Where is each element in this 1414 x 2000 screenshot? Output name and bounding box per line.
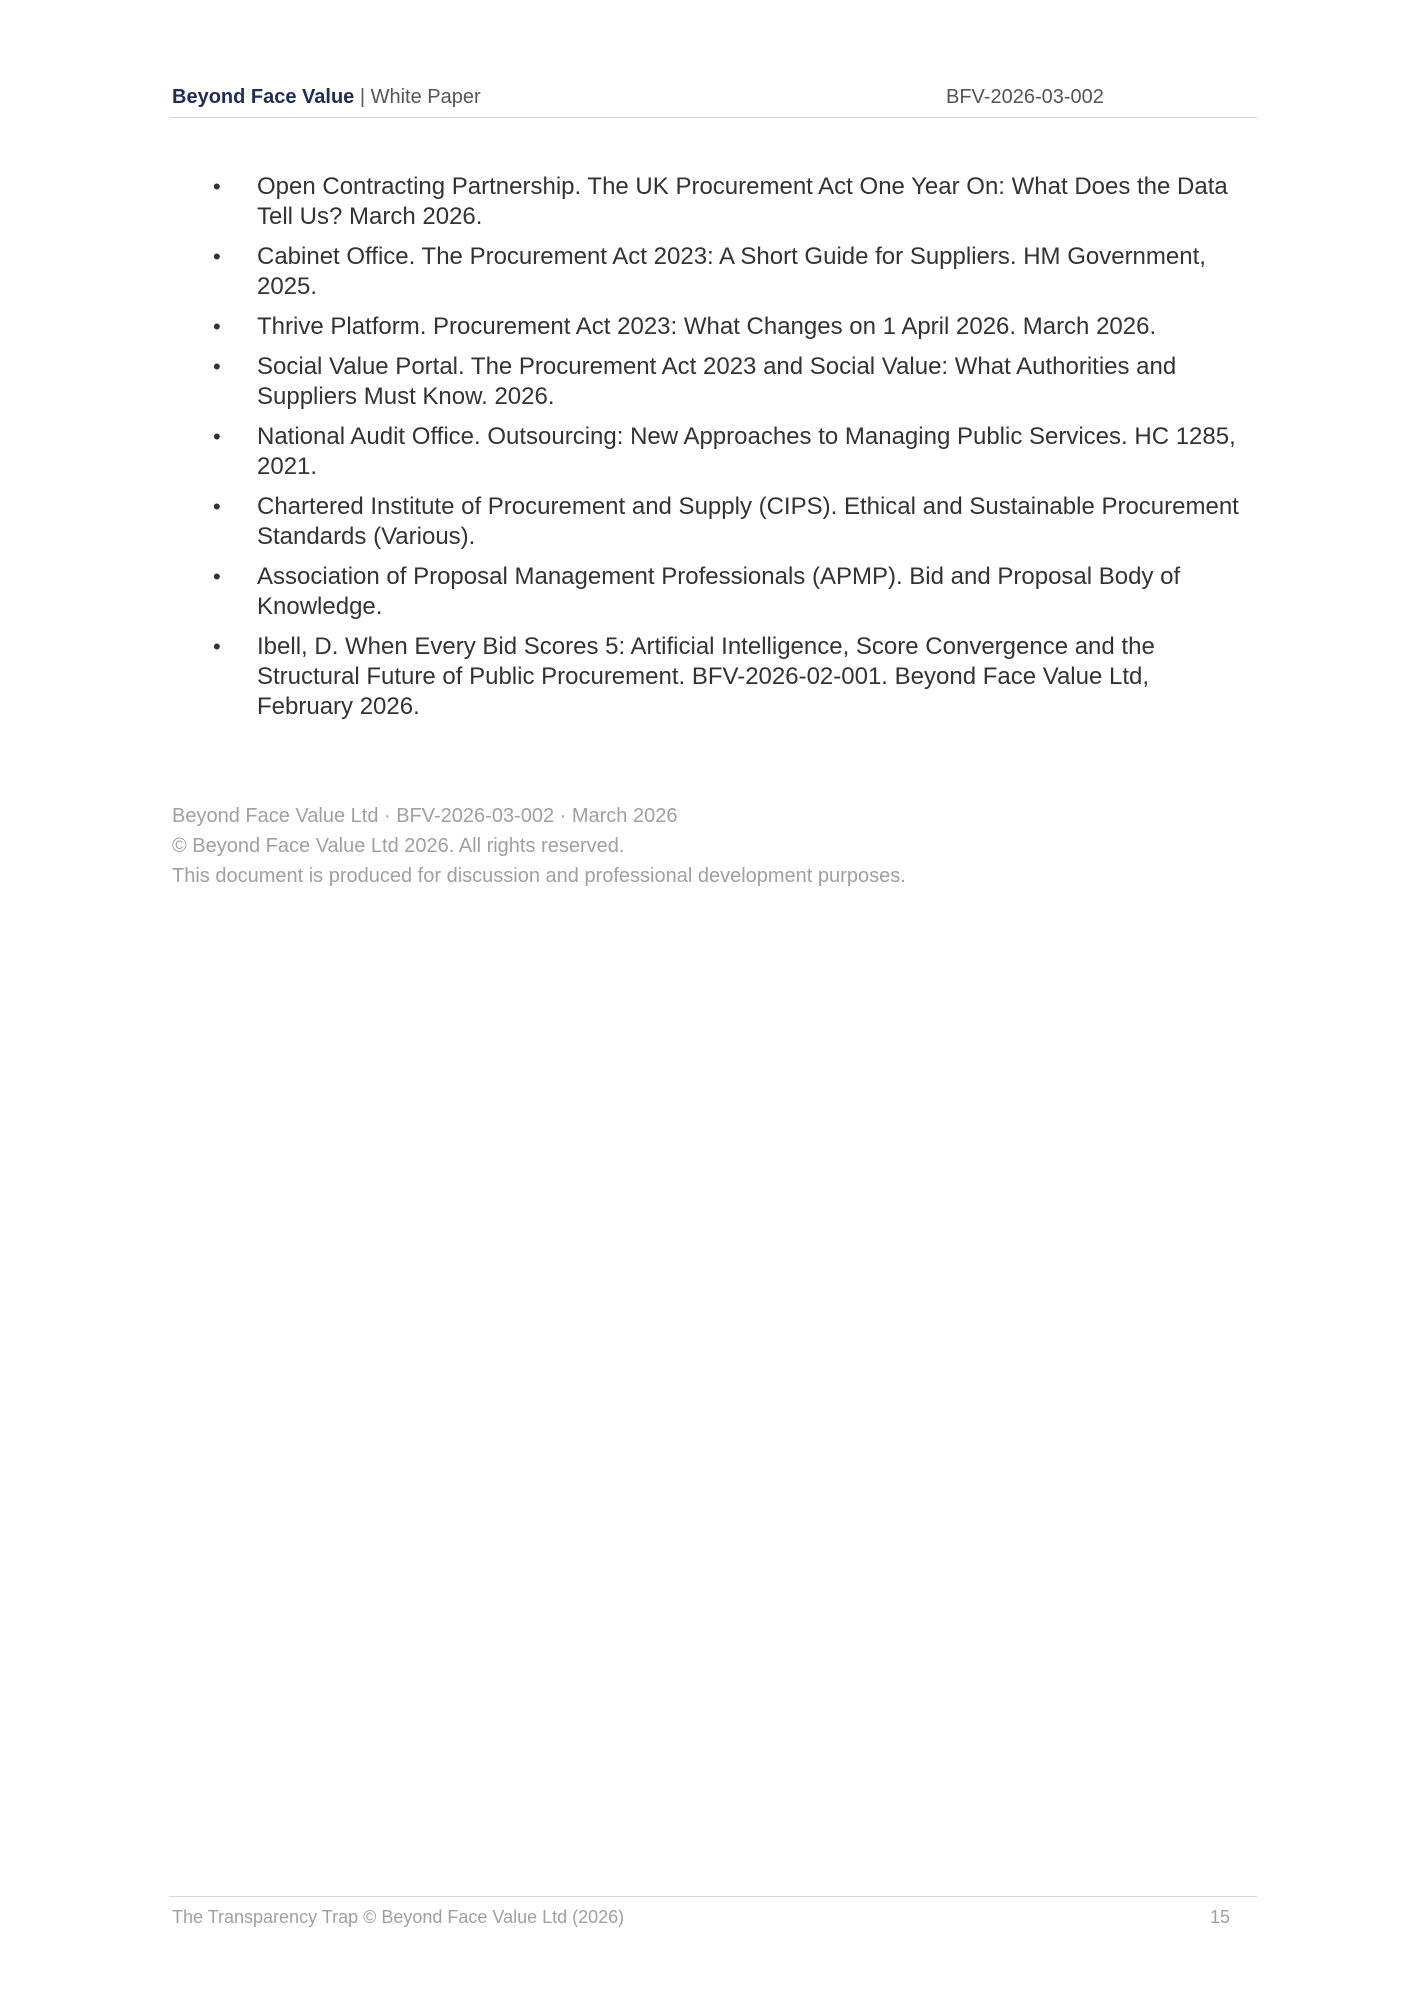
colophon-copyright-line: © Beyond Face Value Ltd 2026. All rights reserved. [172,835,625,857]
reference-text: National Audit Office. Outsourcing: New Approaches to Managing Public Services. HC 1285, 2021. [257,423,1236,480]
reference-item [169,242,1257,302]
bullet-marker: • [213,314,221,339]
bullet-marker: • [213,494,221,519]
reference-item [169,562,1257,622]
reference-text: Association of Proposal Management Professionals (APMP). Bid and Proposal Body of Knowledge. [257,563,1181,620]
header-separator: | [354,86,371,108]
reference-text: Chartered Institute of Procurement and Supply (CIPS). Ethical and Sustainable Procurement Standards (Various). [257,493,1239,550]
reference-item [169,632,1257,722]
bullet-marker: • [213,564,221,589]
bullet-marker: • [213,424,221,449]
reference-item [169,352,1257,412]
header-brand: Beyond Face Value [172,86,355,108]
header-title [172,86,481,109]
reference-item [169,422,1257,482]
reference-text: Ibell, D. When Every Bid Scores 5: Artificial Intelligence, Score Convergence and the Structural Future of Public Procurement. BFV-2026-02-001. Beyond Face Value Ltd, February 2026. [257,633,1155,720]
footer-title: The Transparency Trap © Beyond Face Value Ltd (2026) [172,1907,625,1927]
reference-item [169,492,1257,552]
colophon-purpose-line: This document is produced for discussion and professional development purposes. [172,865,906,887]
page-footer [169,1896,1257,1936]
header-doc-id: BFV-2026-03-002 [946,86,1104,108]
reference-list [169,172,1257,732]
colophon [172,801,1252,891]
header-doc-type: White Paper [370,86,481,108]
page-number: 15 [1209,1907,1230,1927]
bullet-marker: • [213,174,221,199]
reference-item [169,172,1257,232]
colophon-publisher-line: Beyond Face Value Ltd · BFV-2026-03-002 · March 2026 [172,805,678,827]
bullet-marker: • [213,354,221,379]
reference-text: Open Contracting Partnership. The UK Procurement Act One Year On: What Does the Data Tell Us? March 2026. [257,173,1228,230]
reference-item [169,312,1257,342]
reference-text: Social Value Portal. The Procurement Act 2023 and Social Value: What Authorities and Suppliers Must Know. 2026. [257,353,1177,410]
reference-text: Thrive Platform. Procurement Act 2023: What Changes on 1 April 2026. March 2026. [257,313,1157,340]
bullet-marker: • [213,244,221,269]
reference-text: Cabinet Office. The Procurement Act 2023: A Short Guide for Suppliers. HM Government, 2025. [257,243,1206,300]
page-header [169,82,1257,118]
bullet-marker: • [213,634,221,659]
